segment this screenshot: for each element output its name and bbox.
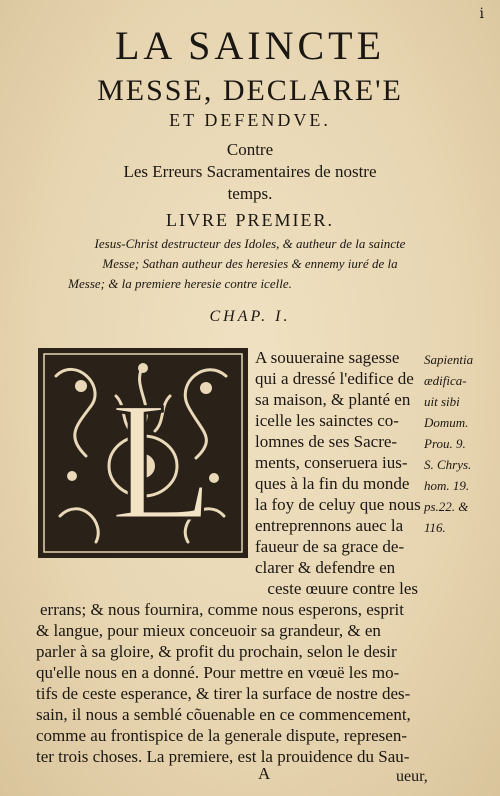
body-line: A souueraine sagesse — [255, 348, 400, 367]
body-line: comme au frontispice de la generale dispute, represen- — [36, 726, 408, 745]
margin-note: uit sibi — [424, 394, 460, 409]
body-line: parler à sa gloire, & profit du prochain, selon le desir — [36, 642, 397, 661]
initial-letter: L — [110, 367, 214, 555]
signature-mark: A — [258, 764, 271, 783]
body-line: qu'elle nous en a donné. Pour mettre en vœuë les mo- — [36, 663, 400, 682]
catchword: ueur, — [396, 768, 428, 785]
chapter-heading: CHAP. I. — [209, 308, 291, 325]
title-line-3: ET DEFENDVE. — [169, 110, 331, 130]
body-line: lomnes de ses Sacre- — [255, 432, 398, 451]
body-line: errans; & nous fournira, comme nous esperons, esprit — [40, 600, 404, 619]
margin-note: ps.22. & — [424, 499, 469, 514]
subtitle-line-2: Les Erreurs Sacramentaires de nostre — [123, 162, 377, 181]
body-line: ments, conseruera ius- — [255, 453, 408, 472]
summary-line-1: Iesus-Christ destructeur des Idoles, & autheur de la saincte — [94, 236, 406, 251]
margin-note: Prou. 9. — [424, 436, 466, 451]
body-line: ques à la fin du monde — [255, 474, 410, 493]
margin-note: Domum. — [424, 415, 469, 430]
body-line: sa maison, & planté en — [255, 390, 411, 409]
margin-note: hom. 19. — [424, 478, 470, 493]
body-line: entreprennons auec la — [255, 516, 404, 535]
body-line: la foy de celuy que nous — [255, 495, 421, 514]
subtitle-line-1: Contre — [226, 140, 274, 159]
body-line: qui a dressé l'edifice de — [255, 369, 414, 388]
margin-note: ædifica- — [424, 373, 467, 388]
body-line: & langue, pour mieux conceuoir sa grandeur, & en — [36, 621, 381, 640]
summary-line-2: Messe; Sathan autheur des heresies & ennemy iuré de la — [102, 256, 398, 271]
body-line: clarer & defendre en — [255, 558, 396, 577]
corner-mark: i — [479, 6, 484, 22]
body-line: sain, il nous a semblé cõuenable en ce commencement, — [36, 705, 411, 724]
body-line: ter trois choses. La premiere, est la prouidence du Sau- — [36, 747, 410, 766]
book-heading: LIVRE PREMIER. — [165, 210, 334, 230]
margin-note: Sapientia — [424, 352, 474, 367]
body-line: tifs de ceste esperance, & tirer la surface de nostre des- — [36, 684, 411, 703]
ornamental-initial-graphic — [36, 346, 250, 560]
margin-note: 116. — [424, 520, 446, 535]
subtitle-line-3: temps. — [227, 184, 273, 203]
body-line: faueur de sa grace de- — [255, 537, 405, 556]
body-line: ceste œuure contre les — [267, 579, 418, 598]
summary-line-3: Messe; & la premiere heresie contre icelle. — [68, 276, 292, 291]
ornamental-initial — [36, 346, 250, 560]
title-line-2: MESSE, DECLARE'E — [97, 74, 403, 107]
body-line: icelle les sainctes co- — [255, 411, 399, 430]
margin-note: S. Chrys. — [424, 457, 472, 472]
title-line-1: LA SAINCTE — [115, 23, 385, 68]
